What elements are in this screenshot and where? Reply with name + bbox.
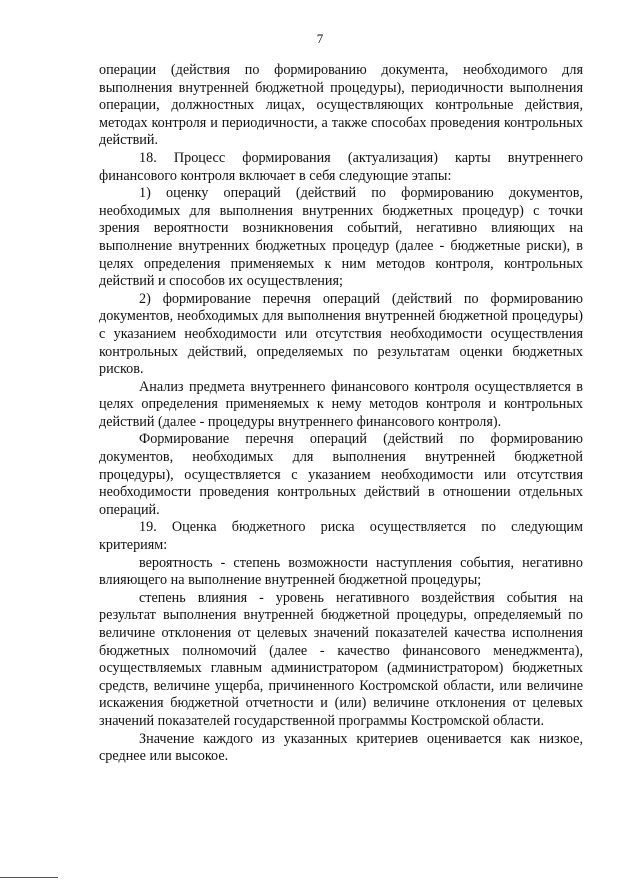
document-body: [99, 62, 583, 766]
paragraph-18-item-2: 2) формирование перечня операций (действий по формированию документов, необходимых для выполнения внутренней бюджетной процедуры) с указанием необходимости или отсутствия необходимости осуществления контрольных действий, определяемых по результатам оценки бюджетных рисков.: [99, 290, 583, 378]
footer-rule: [0, 877, 58, 878]
paragraph-list-formation: Формирование перечня операций (действий по формированию документов, необходимых для выполнения внутренней бюджетной процедуры), осуществляется с указанием необходимости или отсутствия необходимости проведения контрольных действий в отношении отдельных операций.: [99, 431, 583, 518]
paragraph-18-process: 18. Процесс формирования (актуализация) карты внутреннего финансового контроля включает в себя следующие этапы:: [99, 149, 583, 184]
paragraph-criteria-values: Значение каждого из указанных критериев оценивается как низкое, среднее или высокое.: [99, 730, 583, 765]
paragraph-19-criteria: 19. Оценка бюджетного риска осуществляется по следующим критериям:: [99, 519, 583, 554]
paragraph-operations-details: операции (действия по формированию документа, необходимого для выполнения внутренней бюджетной процедуры), периодичности выполнения операции, должностных лицах, осуществляющих контрольные действия, методах контроля и периодичности, а также способах проведения контрольных действий.: [99, 62, 583, 149]
paragraph-analysis: Анализ предмета внутреннего финансового контроля осуществляется в целях определения применяемых к нему методов контроля и контрольных действий (далее - процедуры внутреннего финансового контроля).: [99, 378, 583, 430]
paragraph-criterion-impact: степень влияния - уровень негативного воздействия события на результат выполнения внутренней бюджетной процедуры, определяемый по величине отклонения от целевых значений показателей качества исполнения бюджетных полномочий (далее - качество финансового менеджмента), осуществляемых главным администратором (администратором) бюджетных средств, величине ущерба, причиненного Костромской области, или величине искажения бюджетной отчетности и (или) величине отклонения от целевых значений показателей государственной программы Костромской области.: [99, 589, 583, 729]
paragraph-criterion-probability: вероятность - степень возможности наступления события, негативно влияющего на выполнение внутренней бюджетной процедуры;: [99, 554, 583, 589]
paragraph-18-item-1: 1) оценку операций (действий по формированию документов, необходимых для выполнения внутренних бюджетных процедур) с точки зрения вероятности возникновения событий, негативно влияющих на выполнение внутренних бюджетных процедур (далее - бюджетные риски), в целях определения применяемых к ним методов контроля, контрольных действий и способов их осуществления;: [99, 185, 583, 290]
page-number: 7: [316, 31, 324, 46]
